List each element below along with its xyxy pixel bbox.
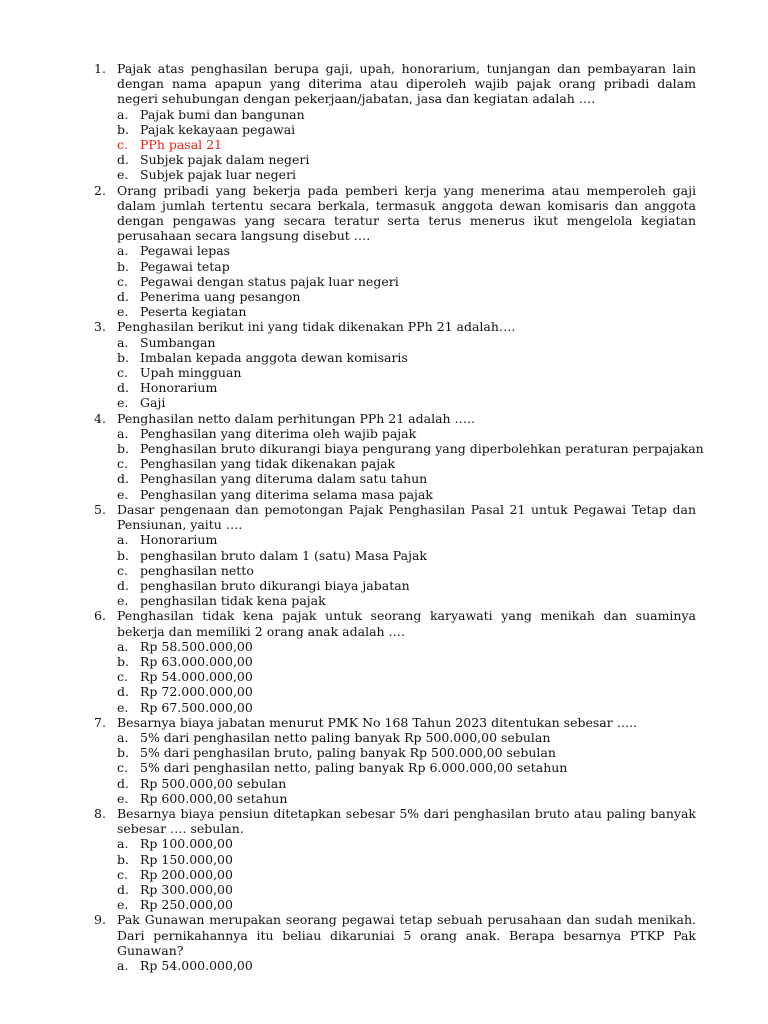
option-d bbox=[117, 776, 696, 791]
option-letter: b. bbox=[117, 851, 129, 867]
option-text: Peserta kegiatan bbox=[140, 304, 247, 320]
option-b bbox=[117, 654, 696, 669]
option-c bbox=[117, 456, 696, 471]
option-text: Rp 63.000.000,00 bbox=[140, 653, 253, 669]
option-letter: e. bbox=[117, 395, 129, 411]
option-text: Penerima uang pesangon bbox=[140, 289, 301, 305]
option-letter: a. bbox=[117, 836, 129, 852]
option-letter: c. bbox=[117, 562, 128, 578]
option-letter: c. bbox=[117, 273, 128, 289]
option-letter: a. bbox=[117, 638, 129, 654]
option-letter: b. bbox=[117, 349, 129, 365]
option-text: Pajak kekayaan pegawai bbox=[140, 121, 296, 137]
option-b bbox=[117, 259, 696, 274]
question-text: Penghasilan berikut ini yang tidak dikenakan PPh 21 adalah…. bbox=[117, 319, 516, 335]
option-letter: e. bbox=[117, 699, 129, 715]
option-text: Honorarium bbox=[140, 532, 218, 548]
option-letter: d. bbox=[117, 152, 129, 168]
option-e bbox=[117, 593, 696, 608]
option-letter: d. bbox=[117, 577, 129, 593]
option-letter: b. bbox=[117, 121, 129, 137]
option-a bbox=[117, 335, 696, 350]
option-b bbox=[117, 441, 704, 457]
option-text: penghasilan bruto dikurangi biaya jabatan bbox=[140, 577, 410, 593]
option-text: Rp 600.000,00 setahun bbox=[140, 790, 288, 806]
question-9 bbox=[94, 912, 696, 973]
option-d bbox=[117, 578, 696, 593]
option-text: Rp 250.000,00 bbox=[140, 897, 233, 913]
option-text: Penghasilan yang diterima selama masa pajak bbox=[140, 486, 433, 502]
option-c bbox=[117, 760, 696, 775]
option-text: Rp 200.000,00 bbox=[140, 866, 233, 882]
option-a bbox=[117, 836, 696, 851]
option-letter: c. bbox=[117, 669, 128, 685]
question-7 bbox=[94, 715, 696, 806]
option-text: Rp 300.000,00 bbox=[140, 881, 233, 897]
option-text: Rp 100.000,00 bbox=[140, 836, 233, 852]
option-e bbox=[117, 897, 696, 912]
option-letter: a. bbox=[117, 334, 129, 350]
option-list bbox=[94, 425, 704, 502]
option-letter: a. bbox=[117, 532, 129, 548]
option-e bbox=[117, 487, 696, 502]
option-letter: d. bbox=[117, 775, 129, 791]
option-c bbox=[117, 137, 696, 152]
option-letter: a. bbox=[117, 425, 129, 441]
option-e bbox=[117, 167, 696, 182]
option-c bbox=[117, 867, 696, 882]
question-number: 5. bbox=[94, 501, 106, 517]
option-letter: d. bbox=[117, 684, 129, 700]
option-letter: e. bbox=[117, 790, 129, 806]
option-e bbox=[117, 700, 696, 715]
option-letter: e. bbox=[117, 486, 129, 502]
option-b bbox=[117, 745, 696, 760]
option-b bbox=[117, 548, 696, 563]
option-a bbox=[117, 958, 696, 973]
option-d bbox=[117, 882, 696, 897]
option-list bbox=[94, 532, 696, 608]
option-text: PPh pasal 21 bbox=[140, 137, 223, 153]
option-text: Rp 150.000,00 bbox=[140, 851, 233, 867]
option-text: Rp 58.500.000,00 bbox=[140, 638, 253, 654]
option-text: penghasilan bruto dalam 1 (satu) Masa Pajak bbox=[140, 547, 428, 563]
option-letter: c. bbox=[117, 137, 128, 153]
option-a bbox=[117, 532, 696, 547]
option-d bbox=[117, 471, 696, 486]
option-a bbox=[117, 426, 696, 441]
question-text: Besarnya biaya jabatan menurut PMK No 168 Tahun 2023 ditentukan sebesar ….. bbox=[117, 714, 638, 730]
question-number: 2. bbox=[94, 182, 106, 198]
option-text: Subjek pajak dalam negeri bbox=[140, 152, 310, 168]
option-letter: c. bbox=[117, 760, 128, 776]
option-text: 5% dari penghasilan netto paling banyak Rp 500.000,00 sebulan bbox=[140, 729, 551, 745]
option-text: Pajak bumi dan bangunan bbox=[140, 106, 305, 122]
question-6 bbox=[94, 608, 696, 714]
option-letter: d. bbox=[117, 289, 129, 305]
option-b bbox=[117, 350, 696, 365]
option-letter: e. bbox=[117, 593, 129, 609]
option-text: Sumbangan bbox=[140, 334, 216, 350]
option-d bbox=[117, 380, 696, 395]
question-list bbox=[94, 61, 704, 973]
question-2 bbox=[94, 183, 696, 320]
option-letter: a. bbox=[117, 729, 129, 745]
option-text: Pegawai tetap bbox=[140, 258, 230, 274]
option-e bbox=[117, 395, 696, 410]
option-text: Pegawai dengan status pajak luar negeri bbox=[140, 273, 399, 289]
option-letter: d. bbox=[117, 471, 129, 487]
option-list bbox=[94, 836, 696, 912]
question-text: Penghasilan netto dalam perhitungan PPh 21 adalah ….. bbox=[117, 410, 475, 426]
option-letter: b. bbox=[117, 441, 129, 457]
option-d bbox=[117, 289, 696, 304]
option-letter: d. bbox=[117, 380, 129, 396]
question-3 bbox=[94, 319, 696, 410]
question-number: 9. bbox=[94, 912, 106, 928]
question-5 bbox=[94, 502, 696, 608]
question-1 bbox=[94, 61, 696, 183]
option-e bbox=[117, 791, 696, 806]
option-e bbox=[117, 304, 696, 319]
option-text: Rp 54.000.000,00 bbox=[140, 957, 253, 973]
option-list bbox=[94, 107, 696, 183]
option-c bbox=[117, 274, 696, 289]
option-text: Penghasilan bruto dikurangi biaya pengurang yang diperbolehkan peraturan perpajakan bbox=[140, 441, 704, 457]
option-text: Pegawai lepas bbox=[140, 243, 231, 259]
option-text: Rp 54.000.000,00 bbox=[140, 669, 253, 685]
option-c bbox=[117, 365, 696, 380]
option-text: Penghasilan yang tidak dikenakan pajak bbox=[140, 456, 396, 472]
option-d bbox=[117, 684, 696, 699]
option-text: Honorarium bbox=[140, 380, 218, 396]
option-list bbox=[94, 243, 696, 319]
option-text: Upah mingguan bbox=[140, 365, 242, 381]
option-letter: c. bbox=[117, 365, 128, 381]
question-number: 3. bbox=[94, 319, 106, 335]
option-letter: e. bbox=[117, 304, 129, 320]
question-number: 4. bbox=[94, 410, 106, 426]
option-text: Rp 67.500.000,00 bbox=[140, 699, 253, 715]
question-number: 6. bbox=[94, 608, 106, 624]
option-c bbox=[117, 669, 696, 684]
option-letter: c. bbox=[117, 456, 128, 472]
option-letter: b. bbox=[117, 258, 129, 274]
option-text: Rp 72.000.000,00 bbox=[140, 684, 253, 700]
option-list bbox=[94, 639, 696, 715]
option-b bbox=[117, 122, 696, 137]
option-text: Imbalan kepada anggota dewan komisaris bbox=[140, 349, 408, 365]
option-letter: e. bbox=[117, 167, 129, 183]
question-text: Pajak atas penghasilan berupa gaji, upah, honorarium, tunjangan dan pembayaran lain dengan nama apapun yang diterima atau diperoleh wajib pajak orang pribadi dalam negeri sehubungan dengan pekerjaan/jabatan, jasa dan kegiatan adalah …. bbox=[117, 61, 696, 107]
question-text: Penghasilan tidak kena pajak untuk seorang karyawati yang menikah dan suaminya bekerja dan memiliki 2 orang anak adalah …. bbox=[117, 608, 696, 639]
option-letter: a. bbox=[117, 957, 129, 973]
option-letter: b. bbox=[117, 653, 129, 669]
option-list bbox=[94, 335, 696, 411]
option-letter: d. bbox=[117, 881, 129, 897]
option-text: Penghasilan yang diteruma dalam satu tahun bbox=[140, 471, 428, 487]
question-text: Dasar pengenaan dan pemotongan Pajak Penghasilan Pasal 21 untuk Pegawai Tetap dan Pensiunan, yaitu …. bbox=[117, 501, 696, 533]
option-letter: c. bbox=[117, 866, 128, 882]
option-text: Rp 500.000,00 sebulan bbox=[140, 775, 287, 791]
option-letter: b. bbox=[117, 547, 129, 563]
option-d bbox=[117, 152, 696, 167]
question-text: Orang pribadi yang bekerja pada pemberi kerja yang menerima atau memperoleh gaji dalam jumlah tertentu secara berkala, termasuk anggota dewan komisaris dan anggota dengan pengawas yang secara teratur serta terus menerus ikut mengelola kegiatan perusahaan secara langsung disebut …. bbox=[117, 182, 696, 244]
option-text: Subjek pajak luar negeri bbox=[140, 167, 297, 183]
question-text: Besarnya biaya pensiun ditetapkan sebesar 5% dari penghasilan bruto atau paling banyak sebesar …. sebulan. bbox=[117, 805, 696, 837]
option-a bbox=[117, 243, 696, 258]
option-letter: a. bbox=[117, 243, 129, 259]
option-letter: e. bbox=[117, 897, 129, 913]
option-list bbox=[94, 730, 696, 806]
option-b bbox=[117, 852, 696, 867]
option-letter: a. bbox=[117, 106, 129, 122]
option-text: 5% dari penghasilan bruto, paling banyak Rp 500.000,00 sebulan bbox=[140, 745, 556, 761]
question-text: Pak Gunawan merupakan seorang pegawai tetap sebuah perusahaan dan sudah menikah. Dari pernikahannya itu beliau dikaruniai 5 orang anak. Berapa besarnya PTKP Pak Gunawan? bbox=[117, 912, 696, 958]
option-c bbox=[117, 563, 696, 578]
option-a bbox=[117, 639, 696, 654]
option-text: penghasilan netto bbox=[140, 562, 254, 578]
option-a bbox=[117, 730, 696, 745]
question-number: 1. bbox=[94, 61, 106, 76]
option-text: Gaji bbox=[140, 395, 166, 411]
option-letter: b. bbox=[117, 745, 129, 761]
question-number: 8. bbox=[94, 805, 106, 821]
option-text: penghasilan tidak kena pajak bbox=[140, 593, 326, 609]
question-number: 7. bbox=[94, 714, 106, 730]
option-text: 5% dari penghasilan netto, paling banyak Rp 6.000.000,00 setahun bbox=[140, 760, 568, 776]
option-list bbox=[94, 958, 696, 973]
question-4 bbox=[94, 410, 704, 502]
question-8 bbox=[94, 806, 696, 912]
option-text: Penghasilan yang diterima oleh wajib pajak bbox=[140, 425, 417, 441]
option-a bbox=[117, 107, 696, 122]
